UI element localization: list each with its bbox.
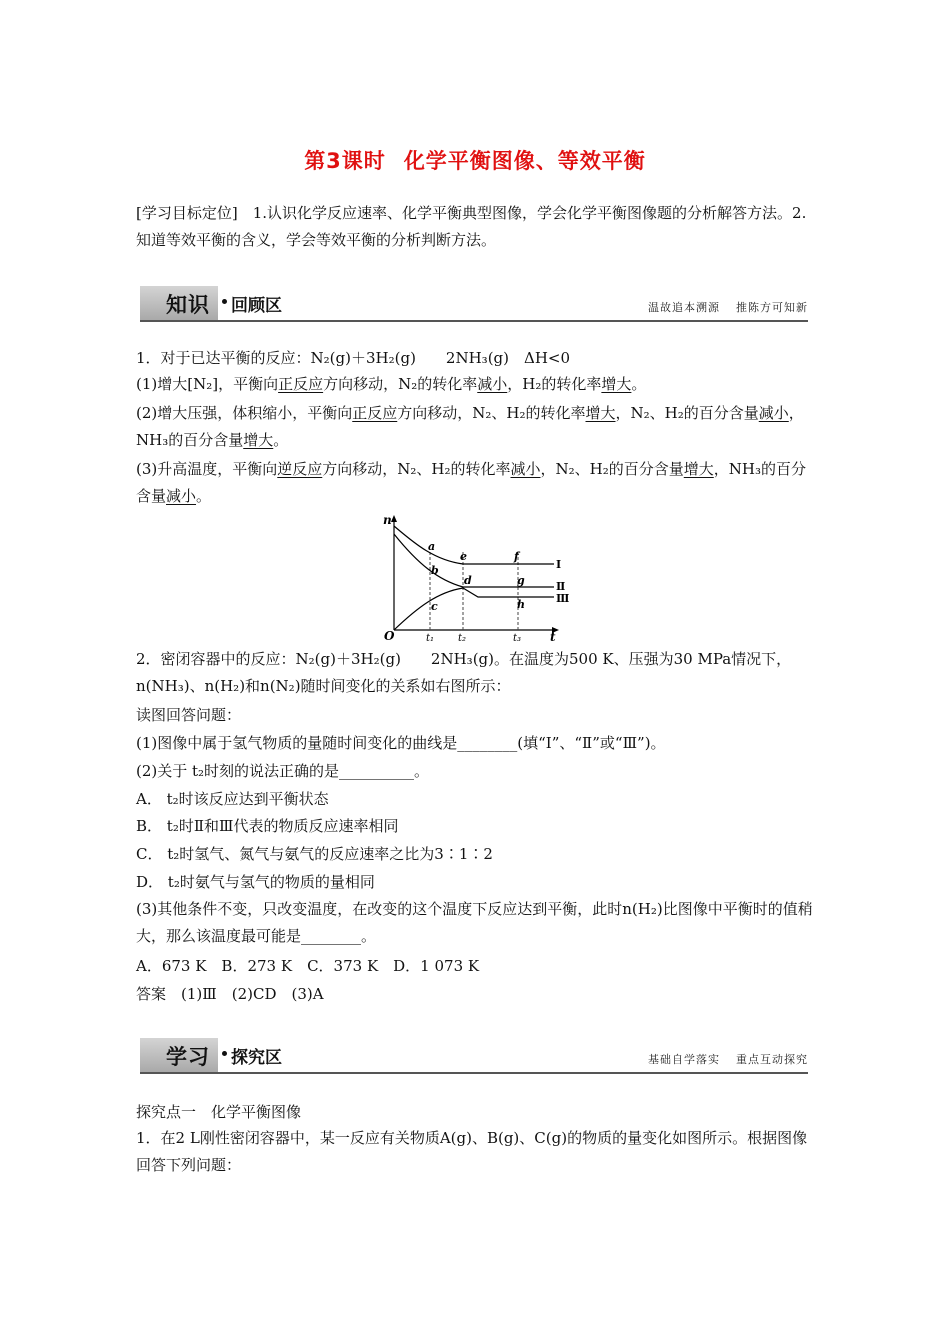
q2-temperature-options: A．673 K B．273 K C．373 K D．1 073 K <box>136 957 480 975</box>
series-I-curve <box>394 526 554 564</box>
banner-tab-label: 学习 <box>166 1045 210 1069</box>
banner-area-label: 回顾区 <box>231 296 282 316</box>
q1-intro: 1．对于已达平衡的反应：N₂(g)＋3H₂(g) 2NH₃(g) ΔH<0 <box>136 349 571 367</box>
bullet-dot-icon <box>222 1051 227 1056</box>
learning-objectives: [学习目标定位] 1.认识化学反应速率、化学平衡典型图像，学会化学平衡图像题的分析解答方法。2.知道等效平衡的含义，学会等效平衡的分析判断方法。 <box>136 204 807 249</box>
x-tick-t3: t₃ <box>513 633 522 644</box>
point-label-f: f <box>514 550 519 563</box>
banner-rule <box>140 1072 808 1074</box>
q2-intro: 2．密闭容器中的反应：N₂(g)＋3H₂(g) 2NH₃(g)。在温度为500 K、压强为30 MPa情况下，n(NH₃)、n(H₂)和n(N₂)随时间变化的关系如右图所示： <box>136 650 792 695</box>
q2-sub3: (3)其他条件不变，只改变温度，在改变的这个温度下反应达到平衡，此时n(H₂)比图像中平衡时的值稍大，那么该温度最可能是________。 <box>136 900 813 945</box>
point-label-a: a <box>428 540 436 553</box>
x-tick-t1: t₁ <box>426 633 435 644</box>
q2-sub2: (2)关于 t₂时刻的说法正确的是__________。 <box>136 762 430 780</box>
section-banner-explore <box>140 1038 808 1072</box>
q2-option-a: A． t₂时该反应达到平衡状态 <box>136 790 329 808</box>
origin-label: O <box>384 629 395 643</box>
point-label-d: d <box>464 574 472 587</box>
series-II-label: Ⅱ <box>556 580 566 593</box>
point-label-g: g <box>517 574 525 587</box>
x-tick-t2: t₂ <box>458 633 467 644</box>
series-III-curve <box>394 588 554 630</box>
banner-area-label: 探究区 <box>231 1048 282 1068</box>
y-axis-arrow <box>391 515 397 522</box>
q2-answer: 答案 (1)Ⅲ (2)CD (3)A <box>136 985 324 1003</box>
q1-part1: (1)增大[N₂]，平衡向正反应方向移动，N₂的转化率减小，H₂的转化率增大。 <box>136 375 647 393</box>
banner-tab-label: 知识 <box>166 293 210 317</box>
q2-option-d: D． t₂时氨气与氢气的物质的量相同 <box>136 873 375 891</box>
q2-option-c: C． t₂时氢气、氮气与氨气的反应速率之比为3∶1∶2 <box>136 845 493 863</box>
explore-question: 1．在2 L刚性密闭容器中，某一反应有关物质A(g)、B(g)、C(g)的物质的量变化如图所示。根据图像回答下列问题： <box>136 1129 808 1174</box>
bullet-dot-icon <box>222 299 227 304</box>
point-label-h: h <box>517 598 525 611</box>
equilibrium-chart <box>378 512 568 642</box>
y-axis-label: n <box>383 513 392 527</box>
point-label-e: e <box>460 550 467 563</box>
section-banner-review <box>140 286 808 320</box>
series-I-label: Ⅰ <box>556 558 562 571</box>
x-axis-label: t <box>550 630 556 644</box>
q2-read: 读图回答问题： <box>136 706 242 724</box>
q1-part3: (3)升高温度，平衡向逆反应方向移动，N₂、H₂的转化率减小，N₂、H₂的百分含量增大，NH₃的百分含量减小。 <box>136 460 806 505</box>
q1-part2: (2)增大压强，体积缩小，平衡向正反应方向移动，N₂、H₂的转化率增大，N₂、H₂的百分含量减小，NH₃的百分含量增大。 <box>136 404 804 449</box>
page-title: 第3课时 化学平衡图像、等效平衡 <box>304 149 646 173</box>
point-label-b: b <box>431 564 439 577</box>
q2-sub1: (1)图像中属于氢气物质的量随时间变化的曲线是________(填“Ⅰ”、“Ⅱ”或“Ⅲ”)。 <box>136 734 666 752</box>
q2-option-b: B． t₂时Ⅱ和Ⅲ代表的物质反应速率相同 <box>136 817 399 835</box>
explore-heading: 探究点一 化学平衡图像 <box>136 1103 302 1121</box>
banner-slogan: 温故追本溯源 推陈方可知新 <box>648 301 808 314</box>
banner-rule <box>140 320 808 322</box>
series-III-label: Ⅲ <box>556 592 570 605</box>
point-label-c: c <box>431 600 438 613</box>
banner-slogan: 基础自学落实 重点互动探究 <box>648 1053 808 1066</box>
series-II-curve <box>394 534 554 587</box>
